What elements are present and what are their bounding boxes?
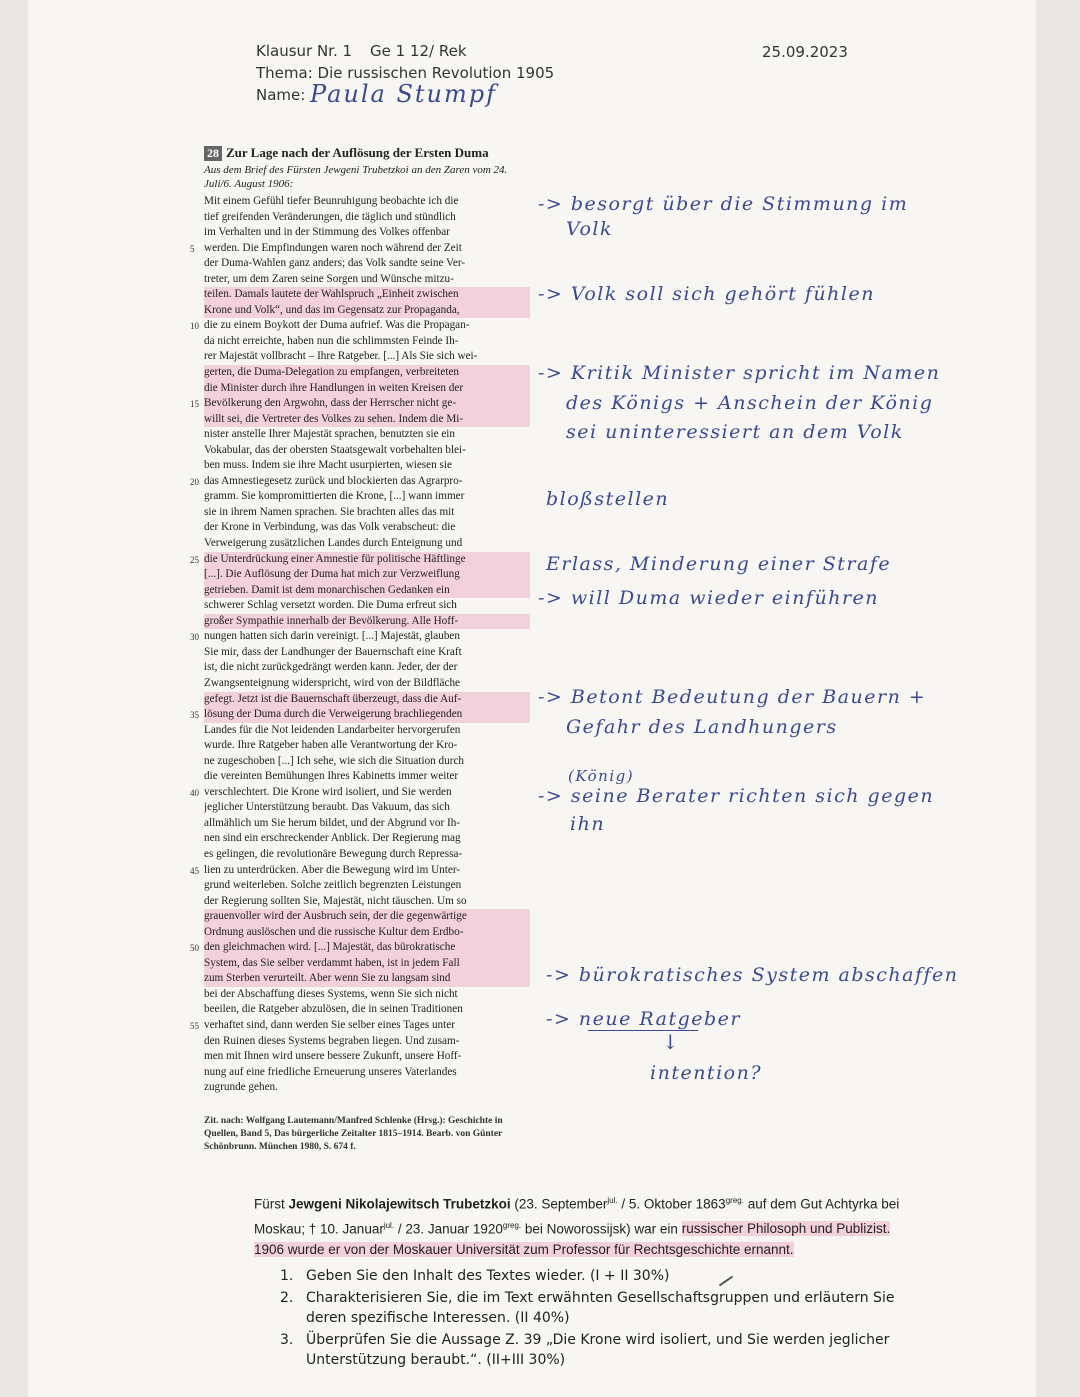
source-line: ist, die nicht zurückgedrängt werden kann. Jeder, der der [204, 661, 458, 674]
annotation-4: bloßstellen [546, 488, 670, 510]
author-bio: Fürst Jewgeni Nikolajewitsch Trubetzkoi (23. September$^{jul.}$ / 5. Oktober $1863^{greg.}$ auf dem Gut Achtyrka bei Moskau; † 10. Januar$^{jul.}$ / 23. Januar $1920^{greg.}$ bei Noworossijsk) war ein russischer Philosoph und Publizist. 1906 wurde er von der Moskauer Universität zum Professor für Rechtsgeschichte ernannt. [254, 1196, 900, 1257]
source-line: willt sei, die Vertreter des Volkes zu sehen. Indem die Mi- [204, 412, 530, 428]
source-line: getrieben. Damit ist dem monarchischen Gedanken ein [204, 583, 530, 599]
source-line: schwerer Schlag versetzt worden. Die Duma erfreut sich [204, 599, 457, 612]
line-number: 35 [190, 710, 199, 721]
annotation-11: intention? [650, 1062, 763, 1084]
annotation-9: -> bürokratisches System abschaffen [546, 964, 959, 986]
source-citation: Zit. nach: Wolfgang Lautemann/Manfred Schlenke (Hrsg.): Geschichte in Quellen, Band 5, Das bürgerliche Zeitalter 1815–1914. Bearb. von Günter Schönbrunn. München 1980, S. 674 f. [204, 1116, 503, 1152]
annotation-1b: Volk [566, 218, 614, 240]
source-line: großer Sympathie innerhalb der Bevölkerung. Alle Hoff- [204, 614, 530, 630]
annotation-8c: ihn [570, 813, 606, 835]
source-line: im Verhalten und in der Stimmung des Volkes offenbar [204, 226, 450, 239]
source-line: Mit einem Gefühl tiefer Beunruhigung beobachte ich die [204, 195, 459, 207]
task-item: 3. Überprüfen Sie die Aussage Z. 39 „Die Krone wird isoliert, und Sie werden jeglicher Unterstützung beraubt.“. (II+III 30%) [280, 1332, 890, 1368]
source-line: ne zugeschoben [...] Ich sehe, wie sich die Situation durch [204, 754, 465, 767]
line-number: 45 [190, 865, 199, 876]
source-line: verhaftet sind, dann werden Sie selber eines Tages unter [204, 1018, 455, 1031]
source-line: der Duma-Wahlen ganz anders; das Volk sandte seine Ver- [204, 257, 466, 270]
source-line: allmählich um Sie herum bildet, und der Abgrund vor Ih- [204, 816, 461, 829]
annotation-8b: -> seine Berater richten sich gegen [538, 785, 935, 807]
annotation-8a: (König) [568, 767, 635, 785]
line-number: 20 [190, 476, 199, 487]
source-line: die zu einem Boykott der Duma aufrief. Was die Propagan- [204, 319, 470, 332]
source-line: werden. Die Empfindungen waren noch während der Zeit [204, 241, 462, 254]
source-line: gramm. Sie kompromittierten die Krone, [...] wann immer [204, 490, 465, 503]
source-line: Bevölkerung den Argwohn, dass der Herrscher nicht ge- [204, 396, 530, 412]
source-line: teilen. Damals lautete der Wahlspruch „Einheit zwischen [204, 287, 530, 303]
source-line: Verweigerung zusätzlichen Landes durch Enteignung und [204, 537, 463, 550]
author-name: Jewgeni Nikolajewitsch Trubetzkoi [288, 1196, 511, 1212]
source-line: Ordnung auslöschen und die russische Kultur dem Erdbo- [204, 925, 530, 941]
student-name: Paula Stumpf [310, 80, 497, 108]
annotation-7a: -> Betont Bedeutung der Bauern + [538, 686, 927, 708]
source-line: System, das Sie selber verdammt haben, ist in jedem Fall [204, 956, 530, 972]
source-line: zum Sterben verurteilt. Aber wenn Sie zu langsam sind [204, 971, 530, 987]
source-line: beeilen, die Ratgeber abzulösen, die in seinen Traditionen [204, 1003, 463, 1016]
source-lines [204, 194, 530, 1096]
source-line: ben muss. Indem sie ihre Macht usurpierten, wiesen sie [204, 459, 452, 472]
source-line: gerten, die Duma-Delegation zu empfangen, verbreiteten [204, 365, 530, 381]
source-line: den gleichmachen wird. [...] Majestät, das bürokratische [204, 940, 530, 956]
annotation-6: -> will Duma wieder einführen [538, 587, 880, 609]
source-line: sie in ihrem Namen sprachen. Sie brachten alles das mit [204, 505, 455, 518]
source-line: lien zu unterdrücken. Aber die Bewegung wird im Unter- [204, 863, 461, 876]
source-line: treter, um dem Zaren seine Sorgen und Wünsche mitzu- [204, 272, 454, 285]
source-line: der Krone in Verbindung, was das Volk verabscheut: die [204, 521, 456, 534]
task-item: 1. Geben Sie den Inhalt des Textes wieder. (I + II 30%) [280, 1268, 670, 1284]
source-line: verschlechtert. Die Krone wird isoliert, und Sie werden [204, 785, 452, 798]
source-line: Zwangsenteignung widerspricht, wird von der Bildfläche [204, 676, 461, 689]
source-line: die Minister durch ihre Handlungen in weiten Kreisen der [204, 381, 530, 397]
exam-date: 25.09.2023 [762, 43, 848, 61]
source-line: bei der Abschaffung dieses Systems, wenn Sie sich nicht [204, 987, 458, 1000]
line-number: 25 [190, 554, 199, 565]
source-line: den Ruinen dieses Systems begraben liegen. Und zusam- [204, 1034, 460, 1047]
source-line: Sie mir, dass der Landhunger der Bauernschaft eine Kraft [204, 645, 462, 658]
source-line: Vokabular, das der obersten Staatsgewalt vorbehalten blei- [204, 443, 466, 456]
annotation-3c: sei uninteressiert an dem Volk [566, 421, 904, 443]
annotation-7b: Gefahr des Landhungers [566, 716, 838, 738]
source-line: Krone und Volk“, und das im Gegensatz zur Propaganda, [204, 303, 530, 319]
exam-topic: Thema: Die russischen Revolution 1905 [256, 64, 555, 82]
source-text [204, 145, 530, 1096]
source-line: nung auf eine friedliche Erneuerung unseres Vaterlandes [204, 1065, 457, 1078]
source-line: grauenvoller wird der Ausbruch sein, der die gegenwärtige [204, 909, 530, 925]
exam-number: Klausur Nr. 1 [256, 42, 353, 60]
source-line: tief greifenden Veränderungen, die täglich und stündlich [204, 210, 456, 223]
source-line: gefegt. Jetzt ist die Bauernschaft überzeugt, dass die Auf- [204, 692, 530, 708]
source-line: zugrunde gehen. [204, 1081, 278, 1094]
source-line: der Regierung sollten Sie, Majestät, nicht täuschen. Um so [204, 894, 467, 907]
line-number: 10 [190, 321, 199, 332]
source-title: 28 Zur Lage nach der Auflösung der Ersten Duma [204, 145, 530, 161]
line-number: 5 [190, 243, 195, 254]
line-number: 50 [190, 943, 199, 954]
source-line: die vereinten Bemühungen Ihres Kabinetts immer weiter [204, 770, 459, 783]
arrow-down-icon: ↓ [662, 1030, 681, 1054]
line-number: 30 [190, 632, 199, 643]
task-list [280, 1266, 920, 1372]
task-item: 2. Charakterisieren Sie, die im Text erwähnten Gesellschaftsgruppen und erläutern Sie deren spezifische Interessen. (II 40%) [280, 1290, 895, 1326]
annotation-1a: -> besorgt über die Stimmung im [538, 193, 909, 215]
source-line: [...]. Die Auflösung der Duma hat mich zur Verzweiflung [204, 567, 530, 583]
source-line: die Unterdrückung einer Amnestie für politische Häftlinge [204, 552, 530, 568]
source-line: rer Majestät vollbracht – Ihre Ratgeber. [...] Als Sie sich wei- [204, 350, 478, 363]
bio-highlight: russischer Philosoph und Publizist. 1906 wurde er von der Moskauer Universität zum Professor für Rechtsgeschichte ernannt. [254, 1221, 891, 1257]
source-line: nen sind ein erschreckender Anblick. Der Regierung mag [204, 832, 461, 845]
source-line: wurde. Ihre Ratgeber haben alle Verantwortung der Kro- [204, 739, 458, 752]
annotation-2: -> Volk soll sich gehört fühlen [538, 283, 875, 305]
annotation-3a: -> Kritik Minister spricht im Namen [538, 362, 941, 384]
source-subtitle: Aus dem Brief des Fürsten Jewgeni Trubetzkoi an den Zaren vom 24. Juli/6. August 1906: [204, 164, 508, 190]
line-number: 15 [190, 399, 199, 410]
annotation-3b: des Königs + Anschein der König [566, 392, 934, 414]
source-line: nister anstelle Ihrer Majestät sprachen, benutzten sie ein [204, 428, 455, 441]
annotation-underline [588, 1030, 698, 1031]
source-line: men mit Ihnen wird unsere bessere Zukunft, unsere Hoff- [204, 1050, 462, 1063]
source-line: Landes für die Not leidenden Landarbeiter hervorgerufen [204, 723, 461, 736]
source-line: da nicht erreichte, haben nun die schlimmsten Feinde Ih- [204, 334, 459, 347]
source-line: grund weiterleben. Solche zeitlich begrenzten Leistungen [204, 879, 462, 892]
line-number: 55 [190, 1020, 199, 1031]
name-label: Name: [256, 86, 306, 104]
source-line: lösung der Duma durch die Verweigerung brachliegenden [204, 707, 530, 723]
annotation-10: -> neue Ratgeber [546, 1008, 741, 1030]
source-line: es gelingen, die revolutionäre Bewegung durch Repressa- [204, 847, 463, 860]
course-label: Ge 1 12/ Rek [370, 42, 467, 60]
source-number: 28 [204, 146, 222, 161]
source-line: nungen hatten sich darin vereinigt. [...] Majestät, glauben [204, 630, 460, 643]
line-number: 40 [190, 787, 199, 798]
source-line: jeglicher Unterstützung beraubt. Das Vakuum, das sich [204, 801, 450, 814]
annotation-5: Erlass, Minderung einer Strafe [546, 553, 892, 575]
source-line: das Amnestiegesetz zurück und blockierten das Agrarpro- [204, 474, 463, 487]
